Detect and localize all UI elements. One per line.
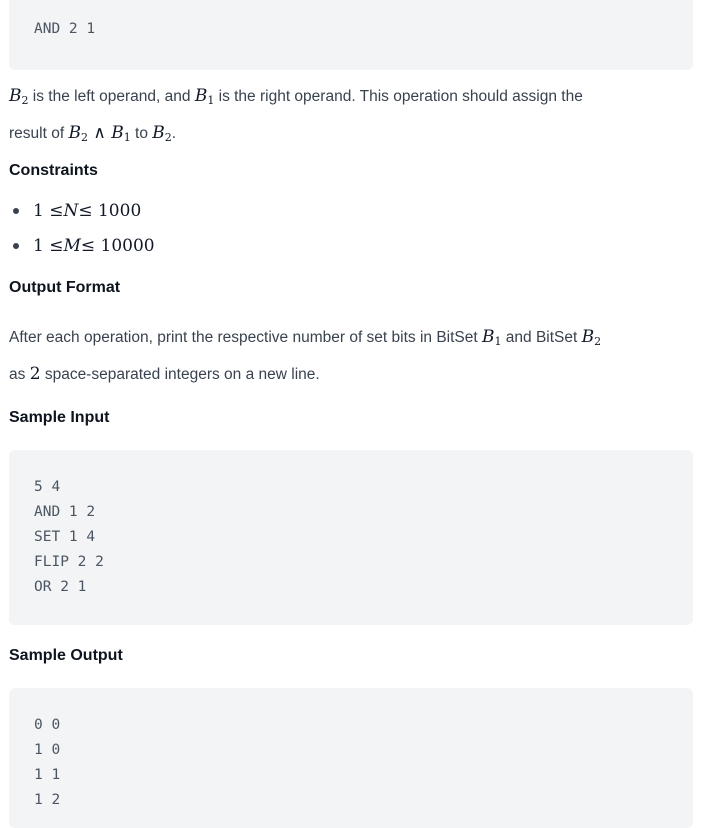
output-format-description bbox=[9, 321, 693, 391]
example-code-block bbox=[9, 0, 693, 70]
sample-input-code-block[interactable] bbox=[9, 450, 693, 625]
constraints-list bbox=[9, 193, 155, 263]
code-line: SET 1 4 bbox=[34, 529, 96, 545]
code-line: AND 1 2 bbox=[34, 504, 96, 520]
code-line: AND 2 1 bbox=[34, 21, 96, 37]
operand-line-1: $B_2$ is the left operand, and $B_1$ is the right operand. This operation should assign the bbox=[9, 86, 583, 107]
code-line: 1 2 bbox=[34, 792, 61, 808]
list-item: 1 ≤ N ≤ 1000 bbox=[9, 193, 155, 228]
math-two: 2 bbox=[29, 364, 41, 384]
constraints-heading: Constraints bbox=[9, 162, 98, 179]
output-line-2: as 2 space-separated integers on a new line. bbox=[9, 364, 320, 384]
math-b2: $B_2$ bbox=[152, 123, 172, 144]
code-line: 5 4 bbox=[34, 479, 61, 495]
math-b1: $B_1$ bbox=[482, 327, 502, 348]
list-item: 1 ≤ M ≤ 10000 bbox=[9, 228, 155, 263]
output-line-1: After each operation, print the respective number of set bits in BitSet $B_1$ and BitSet $B_2$ bbox=[9, 327, 602, 348]
operand-line-2: result of $B_2$ ∧ $B_1$ to $B_2$. bbox=[9, 123, 177, 144]
operand-description bbox=[9, 80, 693, 154]
bullet-icon bbox=[13, 208, 19, 214]
math-b2: $B_2$ bbox=[581, 327, 602, 348]
code-line: 1 1 bbox=[34, 767, 61, 783]
output-format-heading: Output Format bbox=[9, 279, 121, 296]
code-line: OR 2 1 bbox=[34, 579, 87, 595]
math-b2-and-b1: $B_2$ ∧ $B_1$ bbox=[68, 123, 131, 144]
math-b1: $B_1$ bbox=[194, 86, 215, 107]
math-b2: $B_2$ bbox=[9, 86, 29, 107]
bullet-icon bbox=[13, 243, 19, 249]
code-line: 0 0 bbox=[34, 717, 61, 733]
code-line: 1 0 bbox=[34, 742, 61, 758]
code-line: FLIP 2 2 bbox=[34, 554, 104, 570]
sample-output-heading: Sample Output bbox=[9, 647, 123, 664]
sample-output-code-block[interactable] bbox=[9, 688, 693, 828]
sample-input-heading: Sample Input bbox=[9, 409, 110, 426]
